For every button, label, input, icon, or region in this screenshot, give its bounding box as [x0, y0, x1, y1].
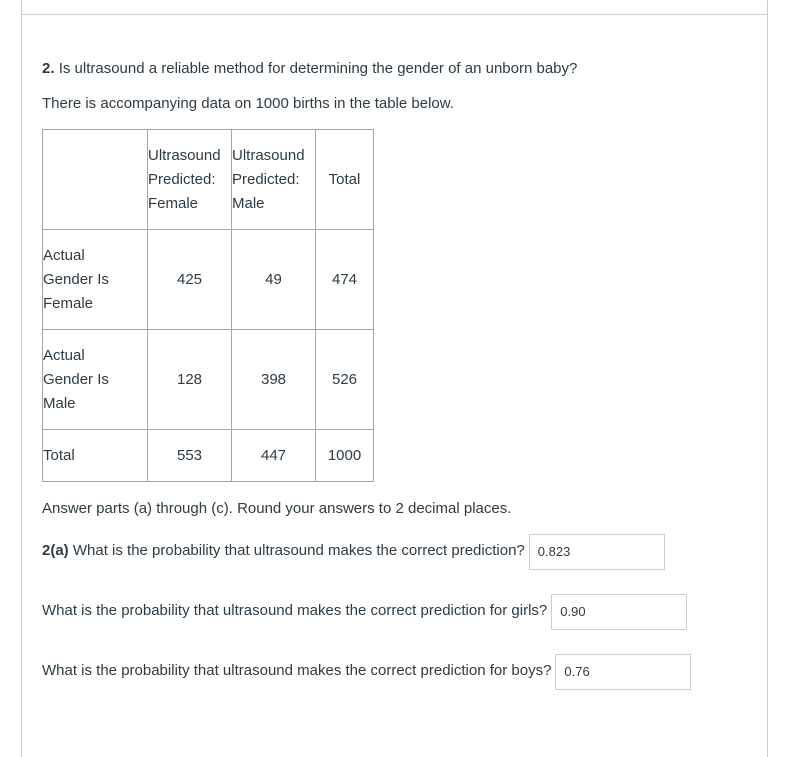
table-cell: 526	[316, 330, 374, 430]
question-part-boys	[42, 654, 691, 690]
part-boys-text: What is the probability that ultrasound makes the correct prediction for boys?	[42, 662, 552, 679]
table-cell: 425	[148, 230, 232, 330]
col-header-total: Total	[316, 130, 374, 230]
answer-input-girls[interactable]: 0.90	[551, 594, 687, 630]
row-label-actual-male: Actual Gender Is Male	[43, 330, 148, 430]
table-header-row	[43, 130, 374, 230]
instructions: Answer parts (a) through (c). Round your answers to 2 decimal places.	[42, 500, 512, 517]
answer-input-a[interactable]: 0.823	[529, 534, 665, 570]
divider	[21, 14, 768, 15]
part-a-text: What is the probability that ultrasound makes the correct prediction?	[72, 542, 525, 559]
question-title	[42, 60, 577, 77]
table-row	[43, 430, 374, 482]
question-part-a	[42, 534, 665, 570]
table-cell: 128	[148, 330, 232, 430]
table-cell: 49	[232, 230, 316, 330]
question-text: Is ultrasound a reliable method for determining the gender of an unborn baby?	[58, 60, 578, 77]
table-cell: 1000	[316, 430, 374, 482]
table-row	[43, 330, 374, 430]
question-part-girls	[42, 594, 687, 630]
row-label-actual-female: Actual Gender Is Female	[43, 230, 148, 330]
row-label-total: Total	[43, 430, 148, 482]
question-number: 2.	[42, 60, 55, 77]
col-header-predicted-male: Ultrasound Predicted: Male	[232, 130, 316, 230]
question-intro: There is accompanying data on 1000 births in the table below.	[42, 95, 454, 112]
part-a-prefix: 2(a)	[42, 542, 69, 559]
part-a-label	[42, 534, 525, 559]
answer-input-boys[interactable]: 0.76	[555, 654, 691, 690]
table-cell: 447	[232, 430, 316, 482]
table-cell: 553	[148, 430, 232, 482]
table-corner-cell	[43, 130, 148, 230]
births-table	[42, 129, 374, 482]
part-girls-text: What is the probability that ultrasound makes the correct prediction for girls?	[42, 602, 548, 619]
col-header-predicted-female: Ultrasound Predicted: Female	[148, 130, 232, 230]
table-cell: 474	[316, 230, 374, 330]
table-cell: 398	[232, 330, 316, 430]
table-row	[43, 230, 374, 330]
